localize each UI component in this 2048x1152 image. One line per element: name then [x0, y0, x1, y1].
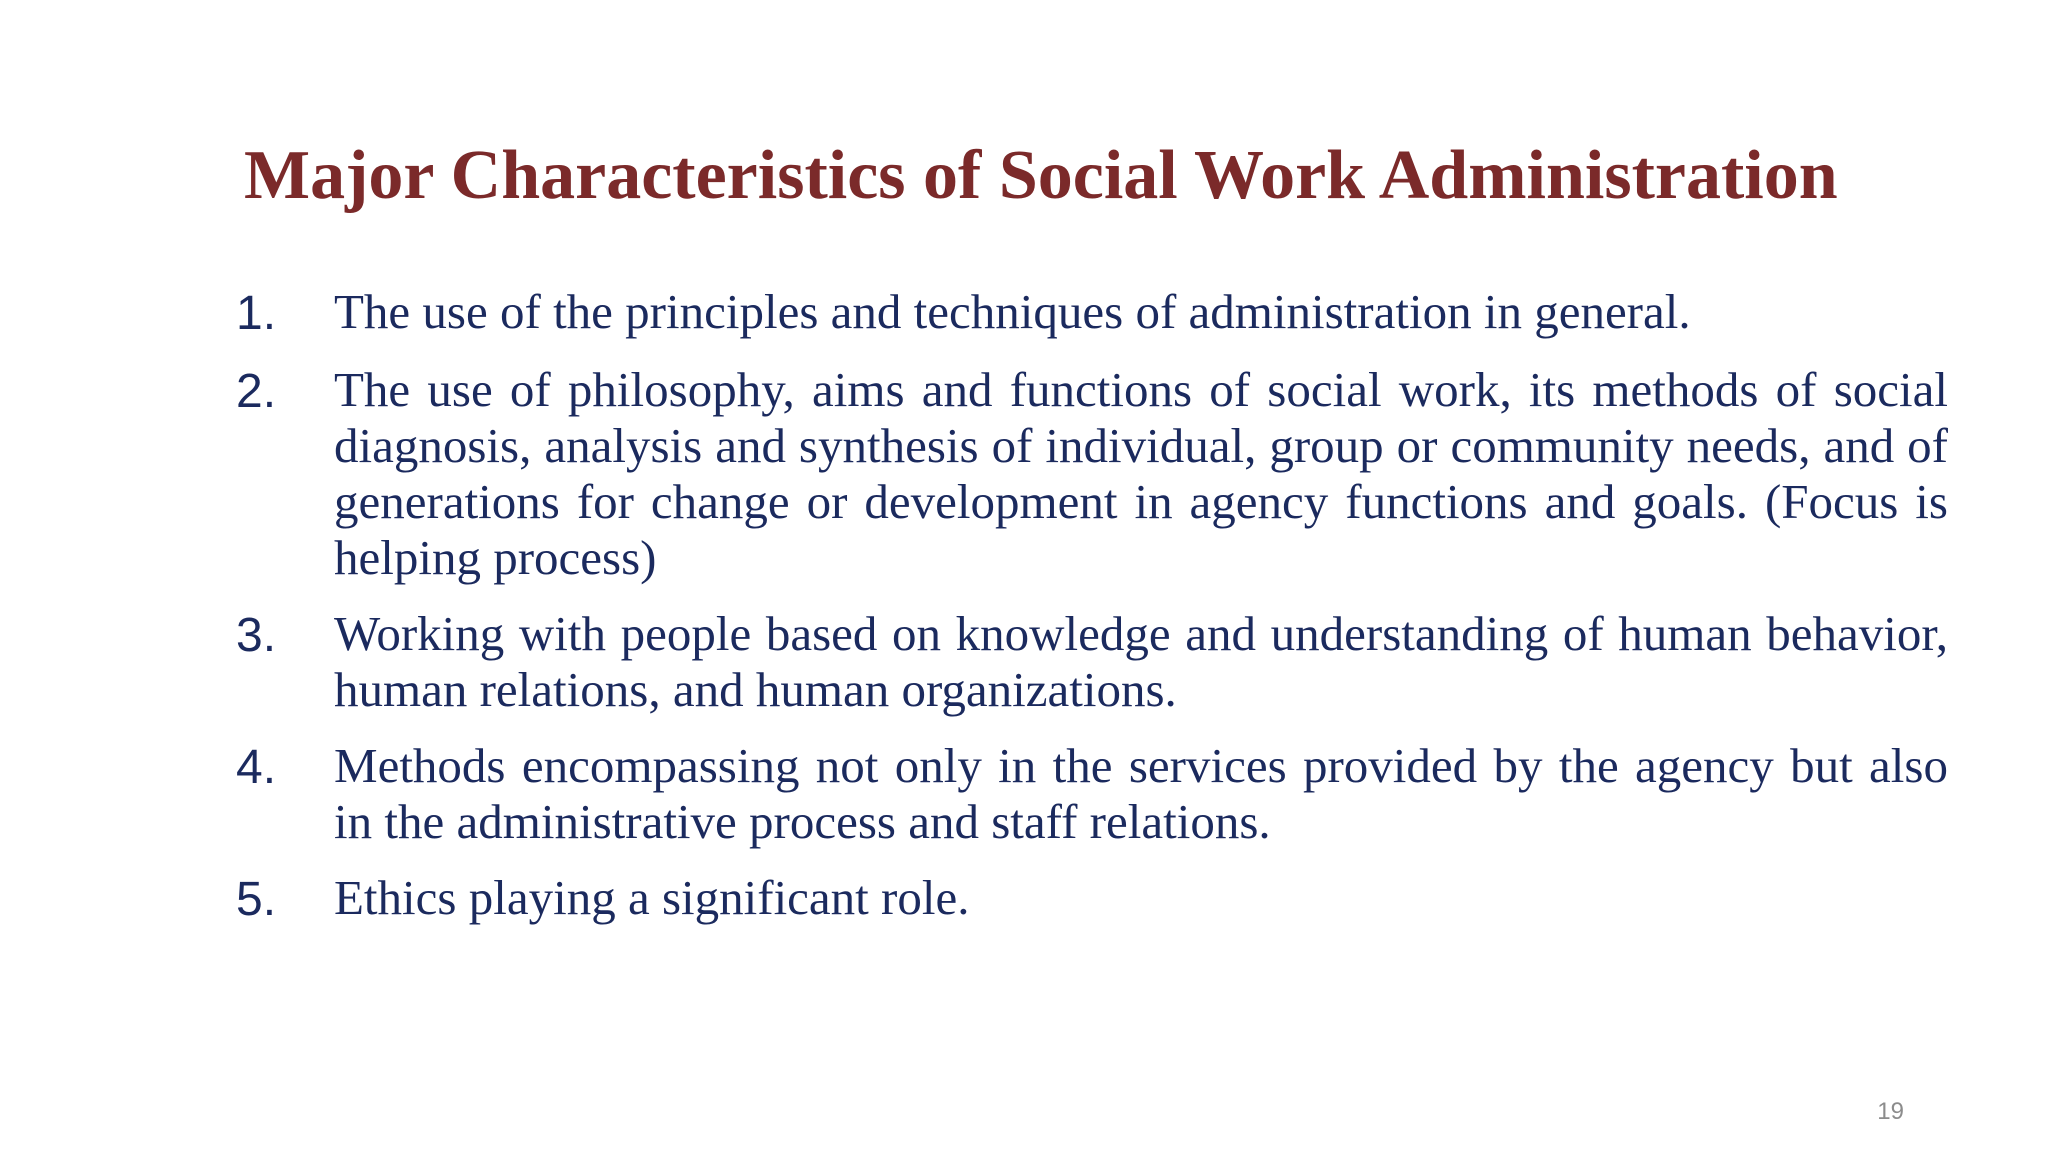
list-item-number: 5.	[236, 873, 277, 926]
list-item	[236, 362, 1948, 586]
list-item-text: Ethics playing a significant role.	[334, 870, 970, 925]
list-item-number: 3.	[236, 609, 277, 662]
list-item-text: Methods encompassing not only in the services provided by the agency but also in the administrative process and staff relations.	[334, 738, 1948, 849]
list-item	[236, 870, 1948, 928]
list-item-number: 4.	[236, 741, 277, 794]
list-item-number: 1.	[236, 287, 277, 340]
list-item	[236, 606, 1948, 718]
page-number: 19	[1877, 1098, 1904, 1125]
list-item	[236, 738, 1948, 850]
list-item-text: The use of philosophy, aims and functions of social work, its methods of social diagnosis, analysis and synthesis of individual, group or community needs, and of generations for change or development in agency functions and goals. (Focus is helping process)	[334, 362, 1948, 585]
list-item-number: 2.	[236, 365, 277, 418]
list-item	[236, 284, 1948, 342]
list-item-text: Working with people based on knowledge and understanding of human behavior, human relations, and human organizations.	[334, 606, 1948, 717]
characteristics-list	[236, 284, 1948, 948]
list-item-text: The use of the principles and techniques of administration in general.	[334, 284, 1691, 339]
slide-title: Major Characteristics of Social Work Administration	[244, 137, 1838, 214]
